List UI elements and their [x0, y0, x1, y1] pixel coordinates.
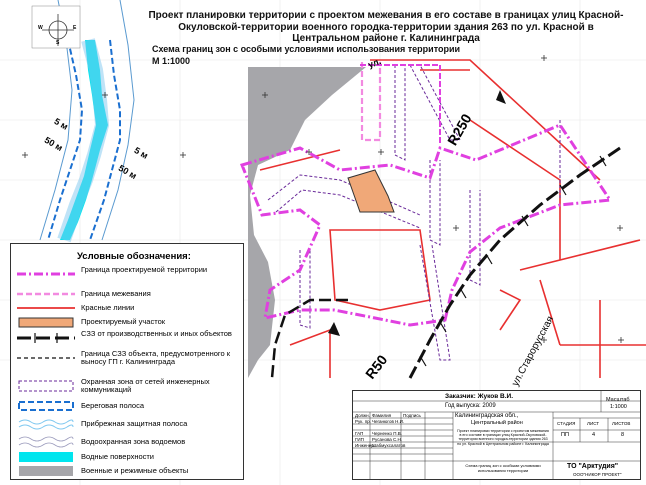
survey-boundary-2	[360, 65, 440, 145]
szz-production-objects	[410, 148, 620, 378]
legend-item	[11, 378, 243, 396]
legend-label: Граница СЗЗ объекта, предусмотренного к выносу ГП г. Калининграда	[81, 349, 231, 366]
legend-item	[11, 314, 243, 330]
dash-dot-magenta-icon	[15, 266, 77, 282]
legend-panel	[10, 243, 244, 480]
stamp-name-0: Фамилия	[372, 413, 392, 418]
wavy-band-icon	[15, 434, 77, 450]
label-distance-5m-a: 5 м	[52, 116, 70, 132]
stamp-stage-header: СТАДИЯ	[557, 421, 576, 426]
stamp-region: Калининградская обл.,	[455, 413, 519, 419]
stamp-sheet-header: ЛИСТ	[587, 421, 600, 426]
legend-label: Береговая полоса	[81, 401, 145, 410]
legend-label: Военные и режимные объекты	[81, 466, 189, 475]
stamp-district: Центральный район	[471, 420, 523, 426]
title-stamp	[352, 390, 641, 480]
stamp-scale-value: 1:1000	[610, 404, 627, 410]
label-distance-50m-b: 50 м	[116, 162, 139, 182]
project-plot	[348, 170, 394, 212]
stamp-scale-label: Масштаб	[606, 397, 630, 403]
stamp-name-1: Чеганюгов Н.И.	[372, 419, 405, 424]
black-cross-line-icon	[15, 330, 77, 346]
legend-label: Граница межевания	[81, 289, 151, 298]
label-r50: R50	[362, 351, 391, 382]
legend-label: Водные поверхности	[81, 452, 155, 461]
military-zone	[248, 67, 366, 378]
label-distance-5m-b: 5 м	[132, 145, 150, 161]
legend-label: СЗЗ от производственных и иных объектов	[81, 329, 232, 338]
stamp-org: ТО "Арктудия"	[567, 463, 619, 470]
stamp-sheets: 8	[621, 432, 625, 438]
stamp-role-2: ГАП	[355, 431, 364, 436]
purple-dashed-icon	[15, 378, 77, 394]
stamp-org-sub: ООО"НИКОР ПРОЕКТ"	[573, 472, 622, 477]
map-title: Проект планировки территории с проектом межевания в его составе в границах улиц Красной-Окуловской-территории военного городка-территории здания 263 по ул. Красной в Центральном районе г. Калининграда	[148, 10, 624, 44]
stamp-role-3: ГИП	[355, 437, 364, 442]
legend-label: Прибрежная защитная полоса	[81, 419, 188, 428]
blue-wavy-band-icon	[15, 416, 77, 432]
stamp-sheet-title: Схема границ зон с особыми условиями использования территории	[465, 463, 541, 473]
legend-heading: Условные обозначения:	[77, 251, 191, 262]
stamp-customer: Заказчик: Жуков В.И.	[445, 393, 514, 400]
legend-item	[11, 330, 243, 348]
label-r250: R250	[444, 111, 475, 148]
black-dashed-icon	[15, 350, 77, 366]
legend-label: Охранная зона от сетей инженерных коммуникаций	[81, 377, 210, 394]
survey-boundary	[362, 62, 380, 140]
stamp-role-4: Инженер	[355, 443, 374, 448]
legend-item	[11, 463, 243, 479]
label-street-starorusskaya: ул.Старорусская	[510, 314, 557, 389]
legend-item	[11, 266, 243, 284]
project-territory-boundary	[242, 125, 610, 325]
legend-item	[11, 398, 243, 414]
legend-label: Проектируемый участок	[81, 317, 166, 326]
legend-label: Граница проектируемой территории	[81, 265, 208, 274]
stamp-stage: ПП	[561, 432, 569, 438]
label-distance-50m-a: 50 м	[42, 134, 65, 154]
compass-west: W	[38, 25, 43, 31]
orange-fill-icon	[15, 314, 77, 330]
stamp-role-0: Должн.	[355, 413, 370, 418]
legend-item	[11, 434, 243, 450]
grey-fill-icon	[15, 463, 77, 479]
stamp-project-desc: Проект планировки территории с проектом межевания в его составе в границах улиц Красной-Окуловской-территории военного городка-территории здания 263 по ул. Красной в Центральном районе г. Калининграда	[457, 429, 549, 446]
stamp-sheets-header: ЛИСТОВ	[612, 421, 631, 426]
legend-item	[11, 350, 243, 376]
stamp-year: Год выпуска: 2009	[445, 403, 496, 409]
stamp-name-3: Русанова С.Н.	[372, 437, 403, 442]
stamp-sheet: 4	[592, 432, 596, 438]
legend-label: Водоохранная зона водоемов	[81, 437, 186, 446]
stamp-role-1: Рук. пр.	[355, 419, 371, 424]
blue-dashed-icon	[15, 398, 77, 414]
compass-east: E	[73, 25, 77, 31]
map-scale: М 1:1000	[152, 56, 191, 66]
szz-cross-marks	[420, 156, 606, 366]
stamp-name-4: Шабмухсалатов	[372, 443, 406, 448]
label-street-top: ул.	[366, 56, 383, 70]
stamp-sign-0: Подпись	[403, 413, 421, 418]
compass-south: S	[56, 40, 60, 46]
legend-label: Красные линии	[81, 303, 135, 312]
stamp-name-2: Черненко П.В.	[372, 431, 402, 436]
map-subtitle: Схема границ зон с особыми условиями использования территории	[152, 44, 461, 54]
legend-item	[11, 416, 243, 432]
